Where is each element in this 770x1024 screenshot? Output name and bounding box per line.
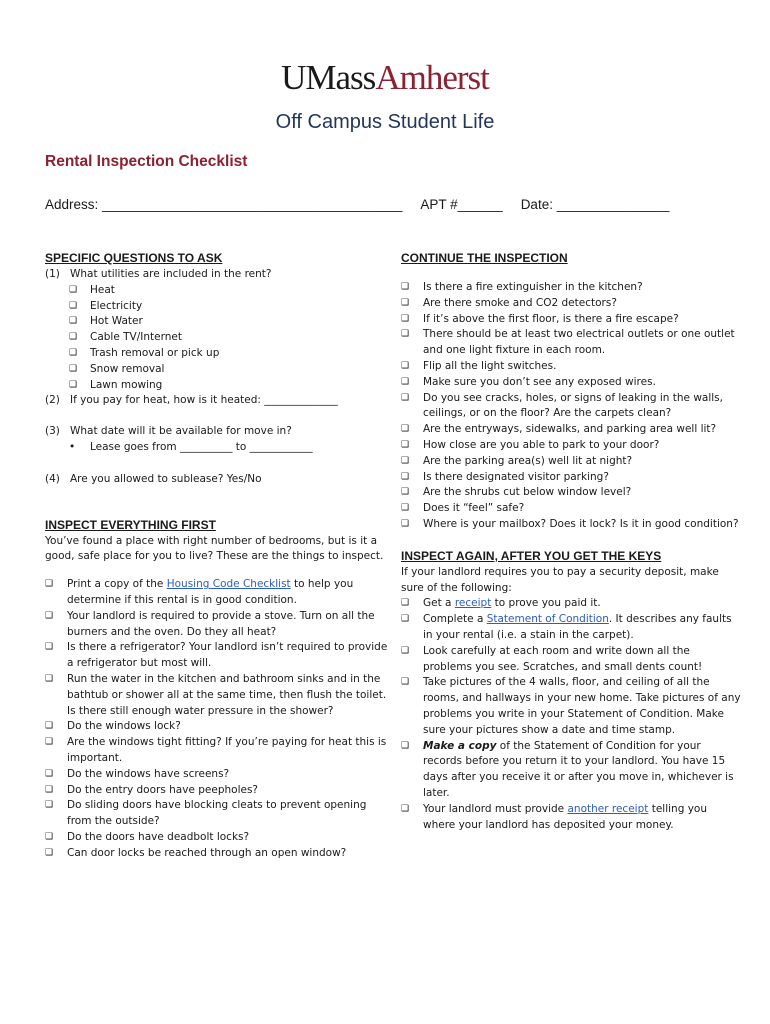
checkbox-icon: ❑ [45,768,54,779]
checkbox-icon: ❑ [45,673,54,684]
inspect-item [45,640,390,672]
inspect-item [45,719,390,735]
checkbox-icon: ❑ [401,313,410,324]
checkbox-icon: ❑ [401,329,410,340]
utility-item [45,283,390,299]
checkbox-icon: ❑ [45,737,54,748]
logo-amherst: Amherst [375,58,489,97]
inspect-item-text: Do the windows lock? [67,720,181,733]
continue-item [401,391,741,423]
again-item-text: Look carefully at each room and write down all the problems you see. Scratches, and small dents count! [423,644,703,673]
again-item-text: . It describes any faults in your rental (i.e. a stain in the carpet). [423,613,732,641]
question-text: If you pay for heat, how is it heated: ______________ [70,394,338,407]
again-item [401,644,741,676]
checkbox-icon: ❑ [69,363,78,374]
continue-item-text: If it’s above the first floor, is there a fire escape? [423,312,679,325]
utility-item [45,346,390,362]
checkbox-icon: ❑ [45,579,54,590]
date-field: Date: _______________ [520,197,670,212]
checkbox-icon: ❑ [45,642,54,653]
inspect-item [45,735,390,767]
inspect-item-text: Do the entry doors have peepholes? [67,783,259,796]
continue-item [401,485,741,501]
logo-umass: UMass [281,58,376,97]
left-column [45,250,390,862]
again-item [401,675,741,738]
continue-item-text: Flip all the light switches. [423,359,557,372]
continue-item [401,359,741,375]
checkbox-icon: ❑ [401,677,410,688]
question-number: (3) [45,425,60,438]
continue-item-text: Is there designated visitor parking? [423,470,609,483]
checkbox-icon: ❑ [45,784,54,795]
question-3 [45,424,390,440]
checkbox-icon: ❑ [401,360,410,371]
continue-item-text: Do you see cracks, holes, or signs of leaking in the walls, ceilings, or on the floor? Are the carpets clean? [423,391,723,420]
continue-inspection-heading: CONTINUE THE INSPECTION [401,251,568,265]
apt-field: APT #______ [420,197,503,212]
question-text: What date will it be available for move in? [70,425,292,438]
inspect-item-text: Your landlord is required to provide a stove. Turn on all the burners and the oven. Do they all heat? [67,609,375,638]
statement-of-condition-link[interactable]: Statement of Condition [486,613,609,626]
continue-item-text: Are there smoke and CO2 detectors? [423,296,617,309]
inspect-item [45,798,390,830]
checkbox-icon: ❑ [401,424,410,435]
utility-item [45,299,390,315]
again-item [401,802,741,834]
inspect-item [45,783,390,799]
address-field: Address: ________________________________________ [45,197,403,212]
continue-item-text: Does it “feel” safe? [423,502,525,515]
question-1 [45,267,390,283]
make-a-copy-emphasis: Make a copy [423,739,497,752]
utility-item [45,314,390,330]
checkbox-icon: ❑ [45,800,54,811]
checkbox-icon: ❑ [69,284,78,295]
checkbox-icon: ❑ [401,598,410,609]
checkbox-icon: ❑ [401,740,410,751]
checkbox-icon: ❑ [401,803,410,814]
checkbox-icon: ❑ [401,455,410,466]
question-number: (2) [45,394,60,407]
again-item-text: of the Statement of Condition for your records before you return it to your landlord. You have 15 days after you receive it or after you move in, whichever is later. [423,739,734,799]
checkbox-icon: ❑ [45,831,54,842]
inspect-item-text: Do the doors have deadbolt locks? [67,830,250,843]
again-item-text: telling you where your landlord has deposited your money. [423,802,707,831]
inspect-first-heading: INSPECT EVERYTHING FIRST [45,517,216,532]
checkbox-icon: ❑ [69,379,78,390]
inspect-item [45,830,390,846]
checkbox-icon: ❑ [401,439,410,450]
continue-item [401,280,741,296]
inspect-item-text: Do sliding doors have blocking cleats to prevent opening from the outside? [67,799,367,828]
inspect-again-intro: If your landlord requires you to pay a security deposit, make sure of the following: [401,565,719,594]
continue-item [401,327,741,359]
question-number: (1) [45,268,60,280]
inspect-item-text: Print a copy of the [67,578,167,591]
utility-label: Hot Water [90,315,143,328]
continue-item-text: There should be at least two electrical outlets or one outlet and one light fixture in each room. [423,328,735,357]
question-text: Are you allowed to sublease? Yes/No [70,472,262,485]
inspect-item [45,577,390,609]
inspect-item-text: Do the windows have screens? [67,767,230,780]
utility-label: Trash removal or pick up [90,346,220,359]
question-4 [45,472,390,488]
right-column [401,250,741,833]
continue-item-text: Is there a fire extinguisher in the kitchen? [423,281,643,293]
question-text: What utilities are included in the rent? [70,268,272,280]
continue-item [401,375,741,391]
continue-item-text: How close are you able to park to your door? [423,438,660,451]
again-item-text: Your landlord must provide [423,802,568,815]
receipt-link[interactable]: receipt [454,597,492,610]
inspect-item-text: to help you determine if this rental is in good condition. [67,578,354,606]
inspect-item-text: Can door locks be reached through an open window? [67,846,347,859]
continue-item-text: Are the shrubs cut below window level? [423,486,632,499]
utility-label: Snow removal [90,362,165,375]
umass-amherst-logo [0,58,770,98]
bullet-icon: • [69,440,76,453]
again-item-text: to prove you paid it. [491,597,601,610]
checkbox-icon: ❑ [45,847,54,858]
another-receipt-link[interactable]: another receipt [567,802,649,815]
checkbox-icon: ❑ [69,300,78,311]
utility-item [45,362,390,378]
continue-item-text: Are the entryways, sidewalks, and parking area well lit? [423,423,717,436]
continue-item [401,517,741,533]
checkbox-icon: ❑ [45,610,54,621]
continue-item [401,438,741,454]
utility-label: Cable TV/Internet [90,331,182,344]
checkbox-icon: ❑ [45,721,54,732]
subtitle: Off Campus Student Life [275,111,495,133]
utility-label: Lawn mowing [90,378,163,391]
continue-item [401,422,741,438]
continue-item [401,454,741,470]
checkbox-icon: ❑ [401,471,410,482]
inspect-item-text: Are the windows tight fitting? If you’re paying for heat this is important. [67,736,387,764]
lease-dates-item [45,440,390,456]
address-line [45,197,669,212]
continue-item [401,296,741,312]
checkbox-icon: ❑ [401,518,410,529]
checkbox-icon: ❑ [401,297,410,308]
question-2 [45,393,390,409]
utility-label: Heat [90,283,115,296]
checkbox-icon: ❑ [401,282,410,292]
inspect-item [45,672,390,719]
inspect-again-heading: INSPECT AGAIN, AFTER YOU GET THE KEYS [401,548,662,563]
checkbox-icon: ❑ [69,332,78,343]
continue-item [401,312,741,328]
continue-item-text: Where is your mailbox? Does it lock? Is it in good condition? [423,517,739,530]
inspect-item-text: Run the water in the kitchen and bathroom sinks and in the bathtub or shower all at the same time, then flush the toilet. Is there still enough water pressure in the shower? [67,672,387,717]
continue-item-text: Make sure you don’t see any exposed wires. [423,375,656,388]
again-item [401,612,741,644]
continue-item [401,501,741,517]
checkbox-icon: ❑ [401,392,410,403]
utility-label: Electricity [90,299,143,312]
checkbox-icon: ❑ [69,316,78,327]
continue-item [401,470,741,486]
inspect-item-text: Is there a refrigerator? Your landlord isn’t required to provide a refrigerator but most will. [67,641,388,670]
checkbox-icon: ❑ [69,347,78,358]
checkbox-icon: ❑ [401,645,410,656]
again-item-text: Complete a [423,613,487,626]
again-item-text: Get a [423,597,455,610]
question-number: (4) [45,472,60,485]
checkbox-icon: ❑ [401,614,410,625]
document-title: Rental Inspection Checklist [45,153,248,170]
inspect-item [45,846,390,862]
inspect-item [45,609,390,641]
checkbox-icon: ❑ [401,376,410,387]
utility-item [45,330,390,346]
housing-code-checklist-link[interactable]: Housing Code Checklist [166,578,291,591]
again-item-text: Take pictures of the 4 walls, floor, and ceiling of all the rooms, and hallways in your new home. Take pictures of any problems you write in your Statement of Condition. Make sure your pictures show a date and time stamp. [423,676,741,736]
again-item [401,596,741,612]
checkbox-icon: ❑ [401,503,410,514]
checkbox-icon: ❑ [401,487,410,498]
again-item [401,739,741,802]
specific-questions-heading: SPECIFIC QUESTIONS TO ASK [45,251,223,265]
inspect-item [45,767,390,783]
inspect-first-intro: You’ve found a place with right number of bedrooms, but is it a good, safe place for you to live? These are the things to inspect. [45,534,384,563]
lease-dates-text: Lease goes from __________ to ____________ [90,440,313,453]
continue-item-text: Are the parking area(s) well lit at night? [423,454,633,467]
utility-item [45,378,390,394]
